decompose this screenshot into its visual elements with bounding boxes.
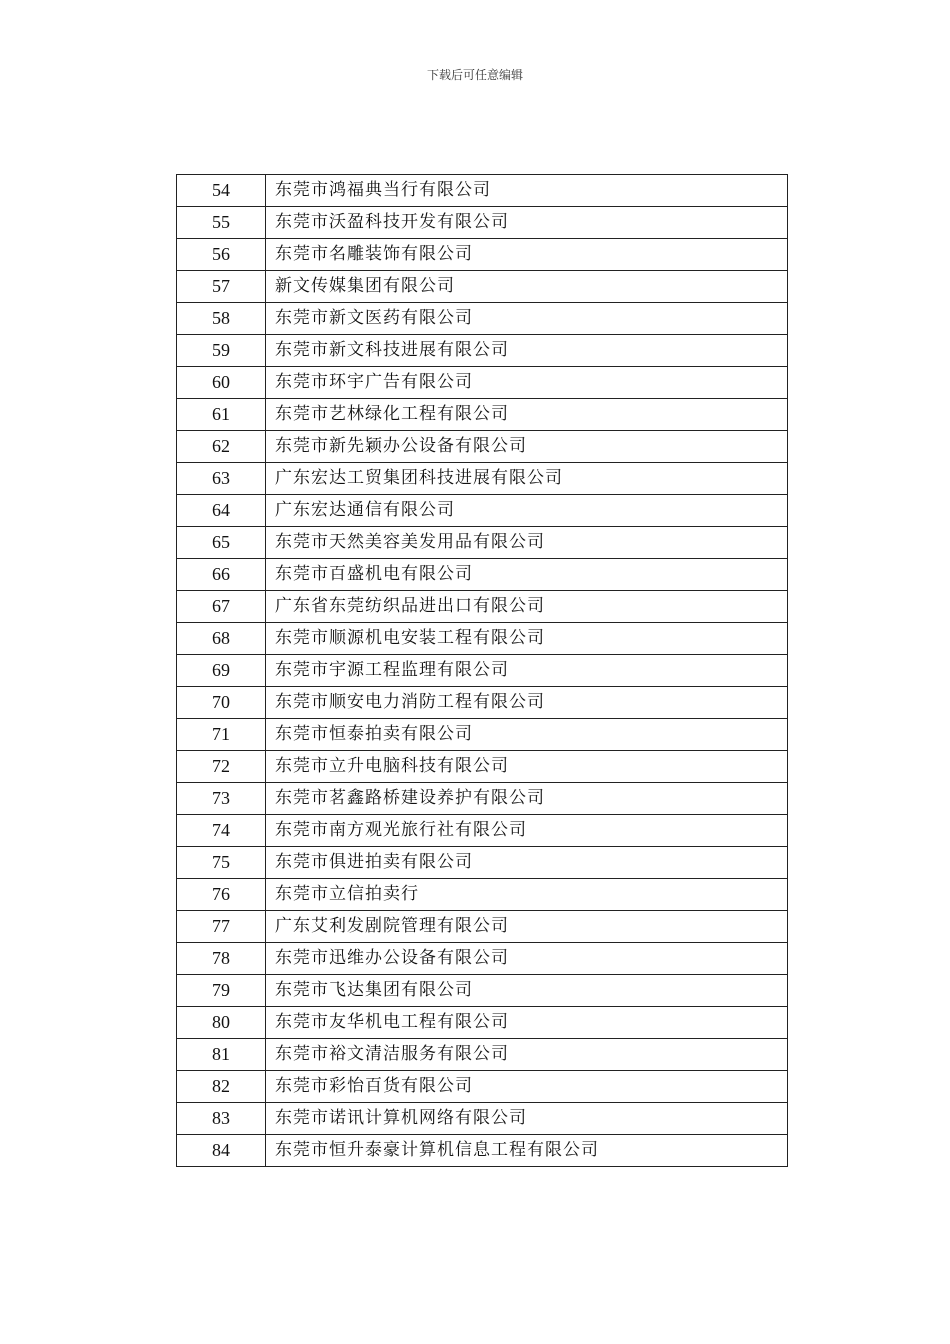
row-number: 66: [177, 559, 266, 591]
table-row: [177, 303, 788, 335]
table-row: [177, 1071, 788, 1103]
row-number: 79: [177, 975, 266, 1007]
row-number: 55: [177, 207, 266, 239]
row-number: 74: [177, 815, 266, 847]
company-name: 东莞市茗鑫路桥建设养护有限公司: [266, 783, 788, 815]
table-row: [177, 367, 788, 399]
company-name: 东莞市名雕装饰有限公司: [266, 239, 788, 271]
table-row: [177, 463, 788, 495]
row-number: 72: [177, 751, 266, 783]
company-name: 广东宏达工贸集团科技进展有限公司: [266, 463, 788, 495]
table-row: [177, 943, 788, 975]
company-name: 东莞市新文医药有限公司: [266, 303, 788, 335]
row-number: 82: [177, 1071, 266, 1103]
row-number: 76: [177, 879, 266, 911]
row-number: 83: [177, 1103, 266, 1135]
row-number: 81: [177, 1039, 266, 1071]
table-row: [177, 271, 788, 303]
row-number: 64: [177, 495, 266, 527]
company-name: 新文传媒集团有限公司: [266, 271, 788, 303]
company-name: 东莞市飞达集团有限公司: [266, 975, 788, 1007]
row-number: 62: [177, 431, 266, 463]
company-name: 东莞市恒泰拍卖有限公司: [266, 719, 788, 751]
company-table: [176, 174, 788, 1167]
table-row: [177, 399, 788, 431]
table-row: [177, 175, 788, 207]
row-number: 58: [177, 303, 266, 335]
table-row: [177, 911, 788, 943]
table-row: [177, 655, 788, 687]
company-table-body: [177, 175, 788, 1167]
row-number: 65: [177, 527, 266, 559]
company-name: 东莞市顺源机电安装工程有限公司: [266, 623, 788, 655]
row-number: 75: [177, 847, 266, 879]
table-row: [177, 495, 788, 527]
row-number: 69: [177, 655, 266, 687]
table-row: [177, 527, 788, 559]
row-number: 61: [177, 399, 266, 431]
company-name: 东莞市立升电脑科技有限公司: [266, 751, 788, 783]
table-row: [177, 879, 788, 911]
table-row: [177, 687, 788, 719]
row-number: 63: [177, 463, 266, 495]
row-number: 78: [177, 943, 266, 975]
company-name: 东莞市迅维办公设备有限公司: [266, 943, 788, 975]
table-row: [177, 1007, 788, 1039]
company-name: 东莞市顺安电力消防工程有限公司: [266, 687, 788, 719]
table-row: [177, 1103, 788, 1135]
row-number: 57: [177, 271, 266, 303]
table-row: [177, 975, 788, 1007]
table-row: [177, 1135, 788, 1167]
row-number: 67: [177, 591, 266, 623]
row-number: 71: [177, 719, 266, 751]
row-number: 84: [177, 1135, 266, 1167]
company-name: 东莞市友华机电工程有限公司: [266, 1007, 788, 1039]
company-name: 东莞市诺讯计算机网络有限公司: [266, 1103, 788, 1135]
company-name: 东莞市沃盈科技开发有限公司: [266, 207, 788, 239]
company-name: 东莞市裕文清洁服务有限公司: [266, 1039, 788, 1071]
table-row: [177, 847, 788, 879]
row-number: 77: [177, 911, 266, 943]
table-row: [177, 431, 788, 463]
row-number: 73: [177, 783, 266, 815]
table-row: [177, 559, 788, 591]
company-name: 东莞市恒升泰豪计算机信息工程有限公司: [266, 1135, 788, 1167]
company-name: 东莞市新文科技进展有限公司: [266, 335, 788, 367]
table-row: [177, 1039, 788, 1071]
company-name: 东莞市天然美容美发用品有限公司: [266, 527, 788, 559]
row-number: 68: [177, 623, 266, 655]
page-header: 下载后可任意编辑: [426, 68, 523, 82]
company-name: 东莞市百盛机电有限公司: [266, 559, 788, 591]
company-name: 东莞市立信拍卖行: [266, 879, 788, 911]
company-name: 广东艾利发剧院管理有限公司: [266, 911, 788, 943]
company-name: 东莞市新先颖办公设备有限公司: [266, 431, 788, 463]
company-name: 东莞市南方观光旅行社有限公司: [266, 815, 788, 847]
table-row: [177, 207, 788, 239]
company-name: 东莞市俱进拍卖有限公司: [266, 847, 788, 879]
table-row: [177, 751, 788, 783]
row-number: 54: [177, 175, 266, 207]
row-number: 56: [177, 239, 266, 271]
row-number: 70: [177, 687, 266, 719]
table-row: [177, 623, 788, 655]
table-row: [177, 591, 788, 623]
table-row: [177, 239, 788, 271]
row-number: 80: [177, 1007, 266, 1039]
row-number: 60: [177, 367, 266, 399]
table-row: [177, 815, 788, 847]
row-number: 59: [177, 335, 266, 367]
company-name: 东莞市艺林绿化工程有限公司: [266, 399, 788, 431]
company-name: 东莞市鸿福典当行有限公司: [266, 175, 788, 207]
company-name: 东莞市彩怡百货有限公司: [266, 1071, 788, 1103]
company-name: 东莞市宇源工程监理有限公司: [266, 655, 788, 687]
company-name: 广东省东莞纺织品进出口有限公司: [266, 591, 788, 623]
table-row: [177, 783, 788, 815]
table-row: [177, 335, 788, 367]
company-name: 东莞市环宇广告有限公司: [266, 367, 788, 399]
company-name: 广东宏达通信有限公司: [266, 495, 788, 527]
table-row: [177, 719, 788, 751]
